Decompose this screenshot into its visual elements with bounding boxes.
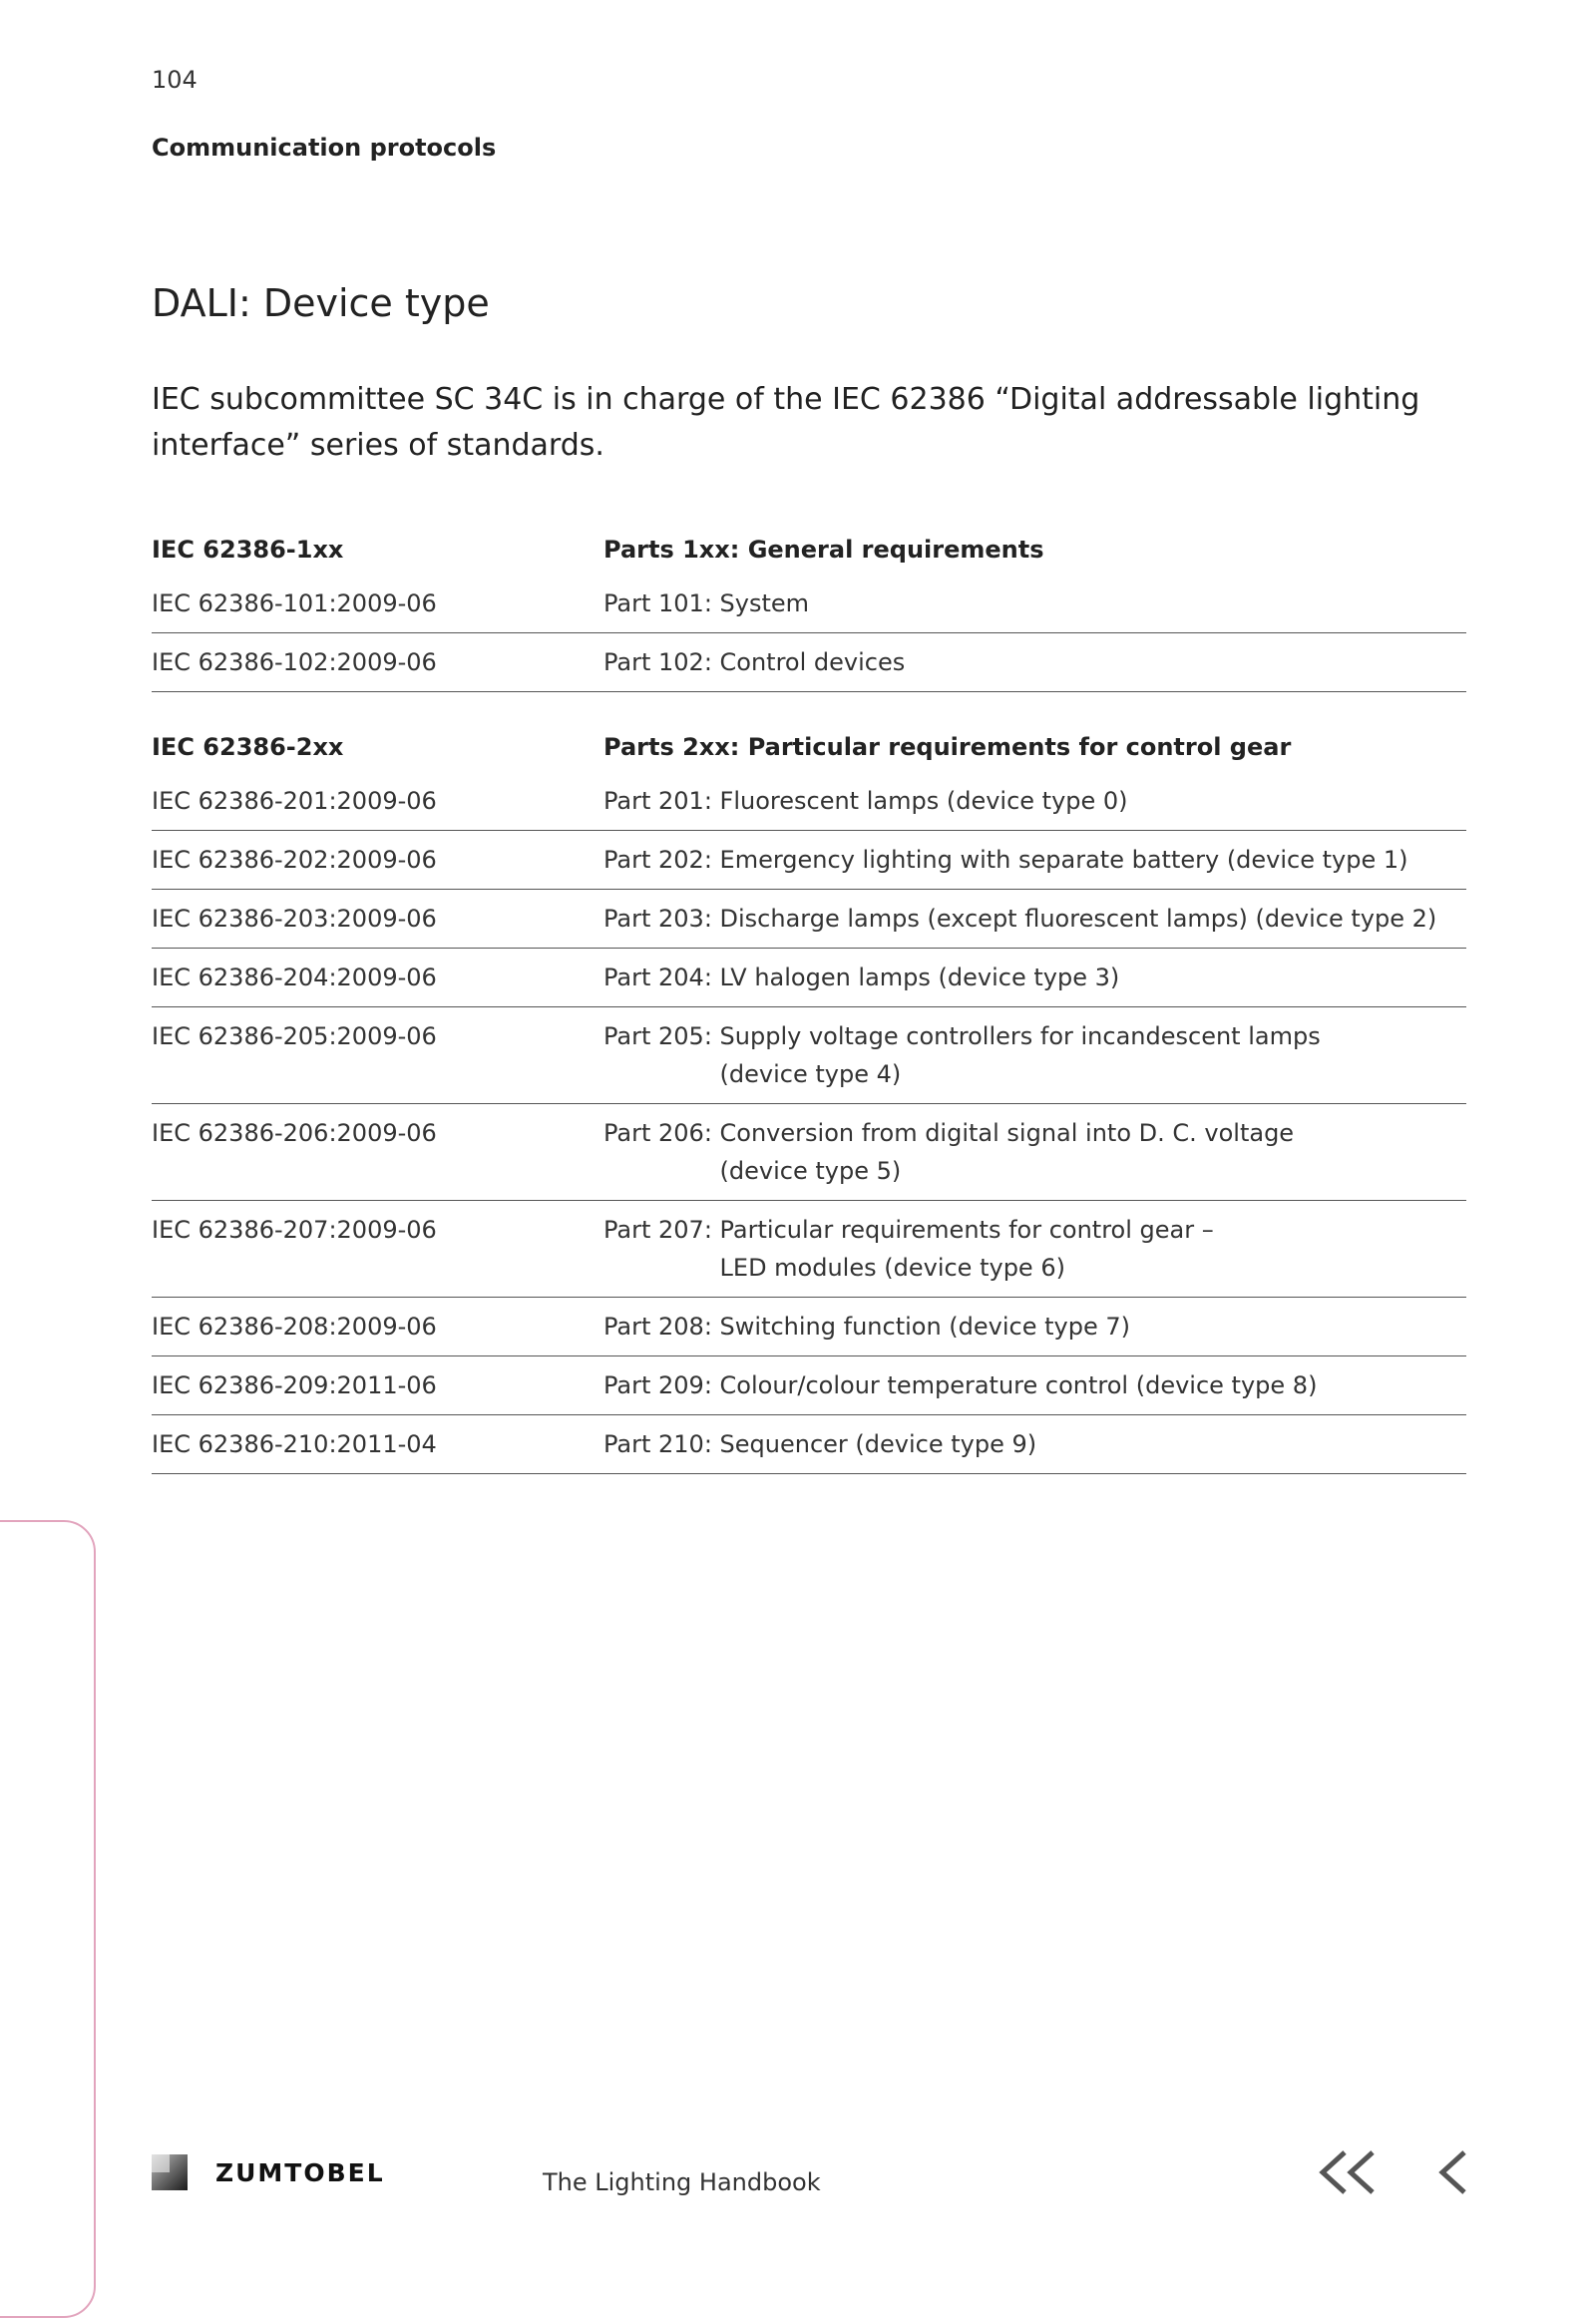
standard-code: IEC 62386-201:2009-06 [152, 772, 603, 831]
part-title: Particular requirements for control gear – [719, 1216, 1214, 1244]
part-description [603, 831, 1466, 890]
part-title-continued: (device type 5) [719, 1157, 902, 1185]
table-row [152, 1415, 1466, 1474]
part-title: System [719, 589, 810, 617]
table-row [152, 831, 1466, 890]
part-title: Fluorescent lamps (device type 0) [719, 787, 1128, 815]
table-row [152, 949, 1466, 1007]
column-header-standard: IEC 62386-2xx [152, 733, 344, 761]
nav-first-page-button[interactable] [1315, 2146, 1383, 2198]
part-number: Part 205: [603, 1022, 720, 1050]
part-number: Part 101: [603, 589, 720, 617]
standard-code: IEC 62386-102:2009-06 [152, 633, 603, 692]
part-description [603, 1201, 1466, 1298]
table-row [152, 1356, 1466, 1415]
part-description [603, 1007, 1466, 1104]
standards-table-1xx [152, 527, 1466, 692]
standard-code: IEC 62386-207:2009-06 [152, 1201, 603, 1298]
part-description [603, 633, 1466, 692]
part-description [603, 949, 1466, 1007]
standard-code: IEC 62386-206:2009-06 [152, 1104, 603, 1201]
table-row [152, 890, 1466, 949]
part-title-continued: (device type 4) [719, 1060, 902, 1088]
part-title-continued: LED modules (device type 6) [719, 1254, 1065, 1282]
standards-table-2xx [152, 724, 1466, 1474]
part-number: Part 201: [603, 787, 720, 815]
part-title: LV halogen lamps (device type 3) [719, 964, 1120, 991]
table-row [152, 1298, 1466, 1356]
footer-title: The Lighting Handbook [543, 2168, 821, 2196]
zumtobel-logo [152, 2154, 385, 2190]
intro-text: IEC subcommittee SC 34C is in charge of the IEC 62386 “Digital addressable lighting interface” series of standards. [152, 382, 1420, 463]
standard-code: IEC 62386-205:2009-06 [152, 1007, 603, 1104]
part-title: Supply voltage controllers for incandescent lamps [719, 1022, 1321, 1050]
standard-code: IEC 62386-101:2009-06 [152, 575, 603, 633]
part-number: Part 210: [603, 1430, 720, 1458]
table-row [152, 772, 1466, 831]
table-header-row [152, 724, 1466, 772]
standard-code: IEC 62386-202:2009-06 [152, 831, 603, 890]
part-description [603, 1356, 1466, 1415]
column-header-description: Parts 2xx: Particular requirements for control gear [603, 733, 1292, 761]
part-description [603, 890, 1466, 949]
part-title: Conversion from digital signal into D. C. voltage [719, 1119, 1295, 1147]
nav-previous-page-button[interactable] [1434, 2146, 1474, 2198]
part-number: Part 202: [603, 846, 720, 874]
table-row [152, 575, 1466, 633]
part-number: Part 203: [603, 905, 720, 933]
standard-code: IEC 62386-210:2011-04 [152, 1415, 603, 1474]
page-heading: DALI: Device type [152, 281, 490, 325]
page-number: 104 [152, 66, 198, 94]
standard-code: IEC 62386-209:2011-06 [152, 1356, 603, 1415]
chevron-left-icon [1434, 2146, 1474, 2198]
part-number: Part 102: [603, 648, 720, 676]
part-description [603, 1415, 1466, 1474]
double-chevron-left-icon [1315, 2146, 1383, 2198]
part-title: Colour/colour temperature control (device type 8) [719, 1371, 1318, 1399]
part-title: Discharge lamps (except fluorescent lamps) (device type 2) [719, 905, 1437, 933]
part-description [603, 1104, 1466, 1201]
standard-code: IEC 62386-208:2009-06 [152, 1298, 603, 1356]
logo-text: ZUMTOBEL [215, 2157, 385, 2187]
part-title: Sequencer (device type 9) [719, 1430, 1037, 1458]
table-row [152, 1201, 1466, 1298]
part-number: Part 204: [603, 964, 720, 991]
table-row [152, 1007, 1466, 1104]
table-row [152, 633, 1466, 692]
part-title: Control devices [719, 648, 906, 676]
margin-tab-decoration [0, 1520, 96, 2318]
table-header-row [152, 527, 1466, 575]
section-label: Communication protocols [152, 134, 497, 162]
part-description [603, 772, 1466, 831]
part-number: Part 206: [603, 1119, 720, 1147]
standard-code: IEC 62386-204:2009-06 [152, 949, 603, 1007]
standard-code: IEC 62386-203:2009-06 [152, 890, 603, 949]
part-description [603, 1298, 1466, 1356]
part-number: Part 207: [603, 1216, 720, 1244]
part-title: Switching function (device type 7) [719, 1313, 1130, 1341]
part-title: Emergency lighting with separate battery (device type 1) [719, 846, 1408, 874]
table-row [152, 1104, 1466, 1201]
part-number: Part 209: [603, 1371, 720, 1399]
column-header-standard: IEC 62386-1xx [152, 536, 344, 564]
logo-square-icon [152, 2154, 188, 2190]
part-number: Part 208: [603, 1313, 720, 1341]
part-description [603, 575, 1466, 633]
column-header-description: Parts 1xx: General requirements [603, 536, 1044, 564]
